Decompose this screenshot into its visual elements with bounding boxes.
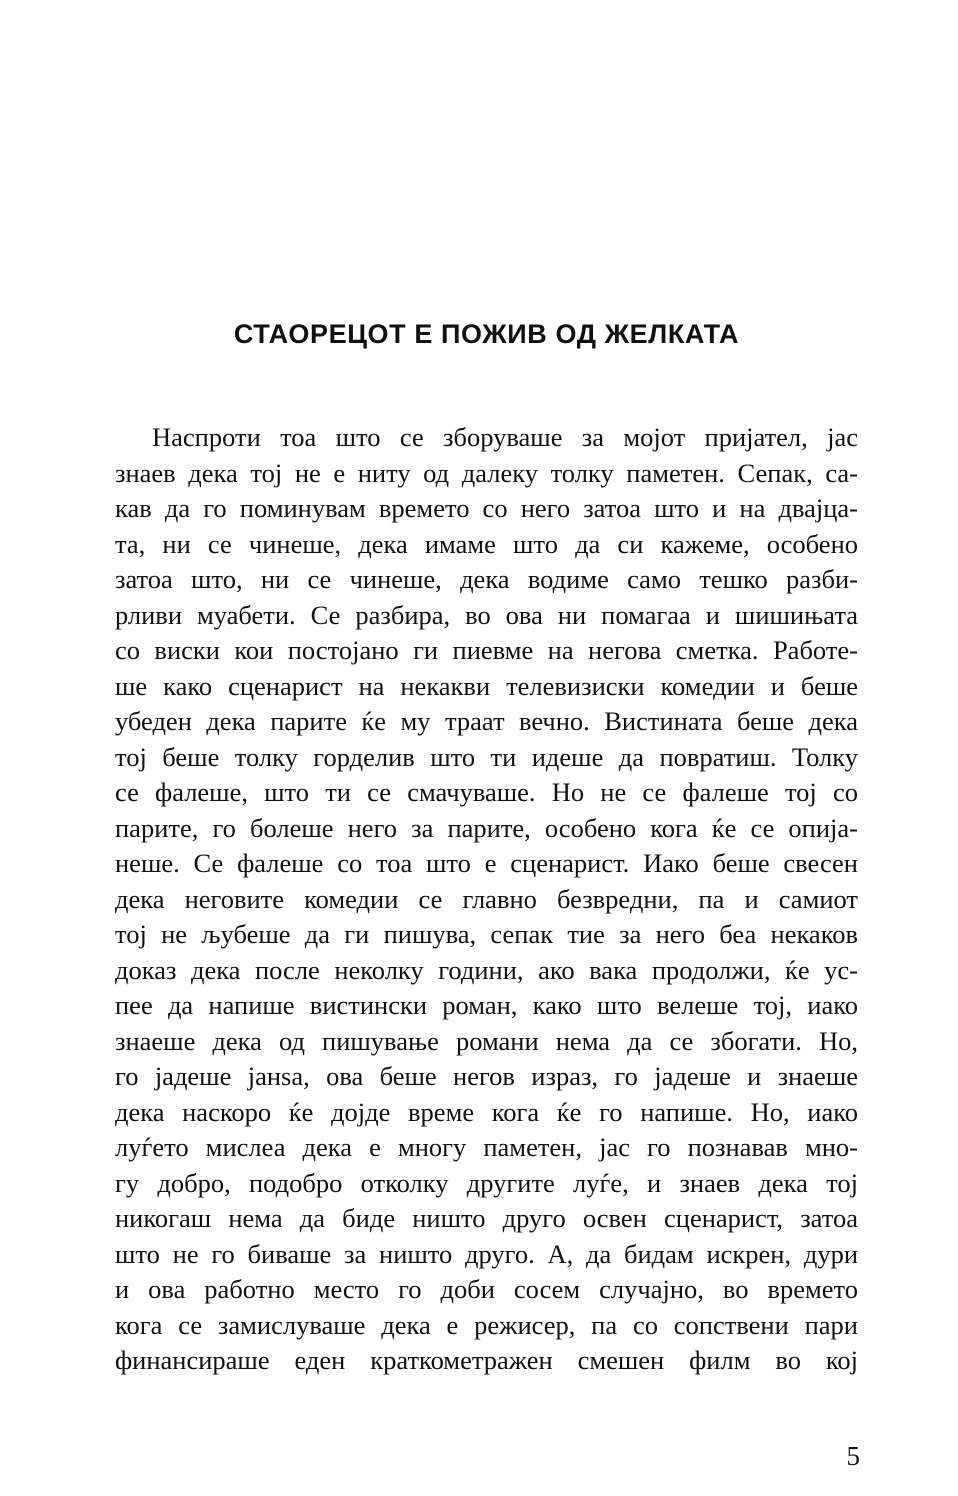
text-line: пее да напише вистински роман, како што велеше тој, иако (115, 990, 858, 1020)
text-line: ше како сценарист на некакви телевизиски комедии и беше (115, 670, 858, 701)
text-line: Наспроти тоа што се зборуваше за мојот пријател, јас (152, 422, 858, 452)
page-number: 5 (846, 1441, 860, 1471)
chapter-title: СТАОРЕЦОТ Е ПОЖИВ ОД ЖЕЛКАТА (233, 319, 740, 349)
text-line: и ова работно место го доби сосем случајно, во времето (115, 1274, 858, 1304)
text-line: никогаш нема да биде ништо друго освен сценарист, затоа (115, 1203, 858, 1233)
text-line: убеден дека парите ќе му траат вечно. Вистината беше дека (115, 706, 858, 736)
text-line: парите, го болеше него за парите, особено кога ќе се опија- (115, 812, 858, 843)
text-line: рливи муабети. Се разбира, во ова ни помагаа и шишињата (115, 599, 858, 630)
text-line: луѓето мислеа дека е многу паметен, јас го познавав мно- (115, 1132, 858, 1162)
body-text (115, 420, 858, 1379)
text-line: дека наскоро ќе дојде време кога ќе го напише. Но, иако (115, 1096, 858, 1127)
text-line: гу добро, подобро отколку другите луѓе, и знаев дека тој (115, 1167, 858, 1198)
text-line: дека неговите комедии се главно безвредни, па и самиот (115, 883, 858, 914)
text-line: тој беше толку горделив што ти идеше да повратиш. Толку (115, 741, 858, 772)
text-line: кога се замислуваше дека е режисер, па со сопствени пари (115, 1309, 858, 1340)
text-line: затоа што, ни се чинеше, дека водиме само тешко разби- (115, 564, 858, 594)
text-line: финансираше еден краткометражен смешен филм во кој (115, 1345, 858, 1375)
text-line: знаев дека тој не е ниту од далеку толку паметен. Сепак, са- (115, 457, 858, 488)
text-line: та, ни се чинеше, дека имаме што да си кажеме, особено (115, 528, 858, 559)
text-line: го јадеше јанѕа, ова беше негов израз, го јадеше и знаеше (115, 1061, 858, 1091)
text-line: знаеше дека од пишување романи нема да се збогати. Но, (115, 1025, 858, 1056)
text-line: доказ дека после неколку години, ако вака продолжи, ќе ус- (115, 954, 858, 985)
text-line: се фалеше, што ти се смачуваше. Но не се фалеше тој со (115, 777, 858, 807)
text-line: кав да го поминувам времето со него затоа што и на двајца- (115, 493, 858, 523)
text-line: неше. Се фалеше со тоа што е сценарист. Иако беше свесен (115, 848, 858, 878)
text-line: со виски кои постојано ги пиевме на негова сметка. Работе- (115, 635, 858, 665)
text-line: тој не љубеше да ги пишува, сепак тие за него беа некаков (115, 919, 858, 949)
text-line: што не го биваше за ништо друго. А, да бидам искрен, дури (115, 1238, 858, 1269)
